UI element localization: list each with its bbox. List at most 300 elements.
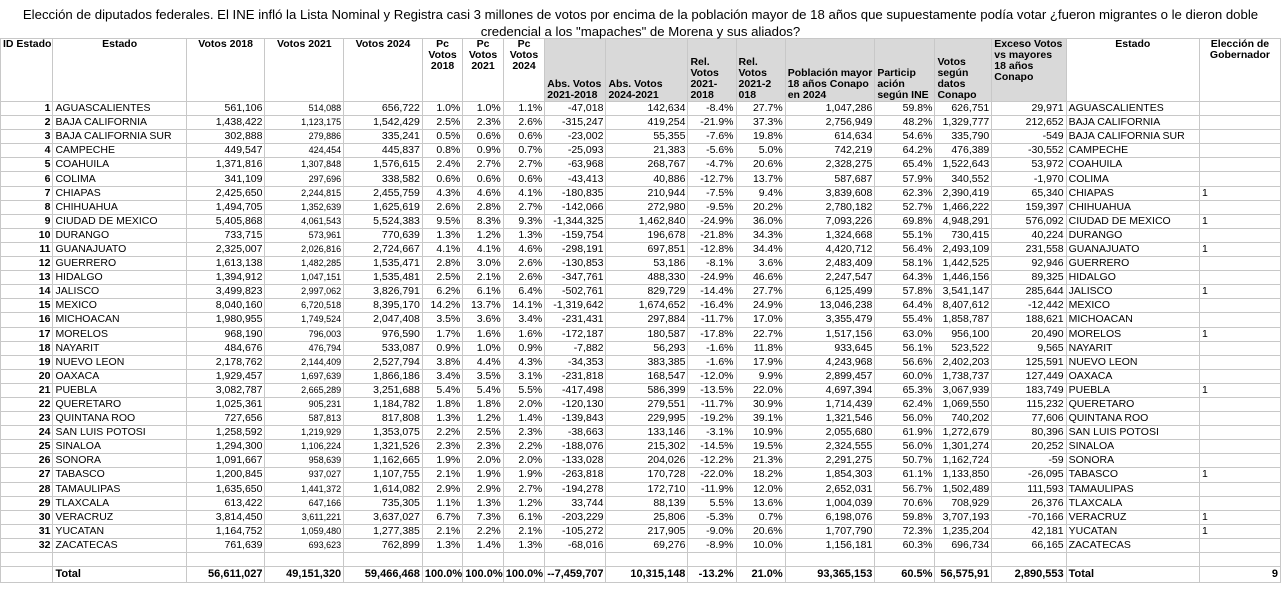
table-cell: 2,247,547	[785, 271, 875, 285]
table-cell: TLAXCALA	[1066, 496, 1199, 510]
table-cell: 1,091,667	[186, 454, 265, 468]
table-cell: 1.8%	[463, 397, 503, 411]
table-cell: 55.1%	[875, 228, 935, 242]
table-cell: 1,258,592	[186, 426, 265, 440]
table-cell: 1	[1199, 383, 1280, 397]
table-cell	[1199, 426, 1280, 440]
table-cell: 1	[1199, 214, 1280, 228]
table-cell: 13	[1, 271, 53, 285]
table-cell: QUINTANA ROO	[1066, 412, 1199, 426]
header-pc-2021: Pc Votos 2021	[463, 39, 503, 102]
table-cell: 2.5%	[422, 116, 462, 130]
table-cell: 46.6%	[736, 271, 785, 285]
table-cell: 3,814,450	[186, 510, 265, 524]
table-cell: 16	[1, 313, 53, 327]
table-cell: 70.6%	[875, 496, 935, 510]
table-cell: BAJA CALIFORNIA SUR	[53, 130, 186, 144]
table-cell: 656,722	[344, 102, 423, 116]
table-row	[1, 299, 1281, 313]
table-cell: -263,818	[545, 468, 606, 482]
table-cell: 56,611,027	[186, 567, 265, 583]
table-cell: -47,018	[545, 102, 606, 116]
table-cell: 5.4%	[422, 383, 462, 397]
table-cell: 2.6%	[422, 200, 462, 214]
table-cell	[1199, 482, 1280, 496]
table-cell: NAYARIT	[1066, 341, 1199, 355]
table-cell: 2	[1, 116, 53, 130]
table-cell: 0.6%	[503, 130, 545, 144]
table-cell	[1199, 355, 1280, 369]
table-cell: 170,728	[606, 468, 688, 482]
table-cell: 1.4%	[503, 412, 545, 426]
table-cell: 1,535,481	[344, 271, 423, 285]
empty-cell	[463, 553, 503, 567]
empty-cell	[265, 553, 344, 567]
table-cell: 1,324,668	[785, 228, 875, 242]
table-cell: 696,734	[935, 538, 992, 552]
empty-cell	[875, 553, 935, 567]
header-abs-2024-2021: Abs. Votos 2024-2021	[606, 39, 688, 102]
table-cell: 1,697,639	[265, 369, 344, 383]
table-cell: 2,328,275	[785, 158, 875, 172]
table-cell: 2,402,203	[935, 355, 992, 369]
table-cell: 1,576,615	[344, 158, 423, 172]
table-cell: -188,076	[545, 440, 606, 454]
table-cell: 761,639	[186, 538, 265, 552]
table-cell	[1199, 454, 1280, 468]
table-cell: 533,087	[344, 341, 423, 355]
table-cell: 10.9%	[736, 426, 785, 440]
table-cell: 27	[1, 468, 53, 482]
table-cell: 66,165	[992, 538, 1066, 552]
table-cell: 100.0%	[463, 567, 503, 583]
table-cell: 3,611,221	[265, 510, 344, 524]
table-cell: 17	[1, 327, 53, 341]
table-cell: 53,186	[606, 257, 688, 271]
table-cell: -1,319,642	[545, 299, 606, 313]
table-cell: 115,232	[992, 397, 1066, 411]
table-cell: 33,744	[545, 496, 606, 510]
table-row	[1, 327, 1281, 341]
table-cell: -59	[992, 454, 1066, 468]
table-cell: 50.7%	[875, 454, 935, 468]
table-cell: 1,162,724	[935, 454, 992, 468]
table-row	[1, 355, 1281, 369]
table-cell: 24	[1, 426, 53, 440]
table-cell: 2,455,759	[344, 186, 423, 200]
table-cell: Total	[1066, 567, 1199, 583]
header-estado: Estado	[53, 39, 186, 102]
table-cell: 9,565	[992, 341, 1066, 355]
table-cell: 0.7%	[503, 144, 545, 158]
table-cell: -8.4%	[688, 102, 736, 116]
table-cell: 56.0%	[875, 440, 935, 454]
table-cell: -24.9%	[688, 271, 736, 285]
table-cell: GUERRERO	[1066, 257, 1199, 271]
header-participacion: Particip ación según INE	[875, 39, 935, 102]
table-cell: 1,307,848	[265, 158, 344, 172]
table-row	[1, 144, 1281, 158]
table-cell: 62.4%	[875, 397, 935, 411]
table-cell: 4,948,291	[935, 214, 992, 228]
table-cell: 2,325,007	[186, 242, 265, 256]
table-cell	[1199, 412, 1280, 426]
table-cell	[1199, 102, 1280, 116]
table-cell: 445,837	[344, 144, 423, 158]
table-cell: 1,494,705	[186, 200, 265, 214]
table-cell: 8,407,612	[935, 299, 992, 313]
table-cell: 1,442,525	[935, 257, 992, 271]
table-cell: 1	[1199, 524, 1280, 538]
table-cell: 2.6%	[503, 257, 545, 271]
table-cell: 335,241	[344, 130, 423, 144]
empty-cell	[503, 553, 545, 567]
table-cell: 1,294,300	[186, 440, 265, 454]
table-cell: -70,166	[992, 510, 1066, 524]
table-cell	[1199, 397, 1280, 411]
table-cell: 30.9%	[736, 397, 785, 411]
table-cell: 268,767	[606, 158, 688, 172]
table-cell: 3.4%	[503, 313, 545, 327]
table-cell: 2,390,419	[935, 186, 992, 200]
table-cell: SINALOA	[1066, 440, 1199, 454]
table-cell: 2.3%	[503, 426, 545, 440]
table-cell: 36.0%	[736, 214, 785, 228]
table-cell: 133,146	[606, 426, 688, 440]
table-cell: 2,055,680	[785, 426, 875, 440]
table-cell: 22.0%	[736, 383, 785, 397]
table-cell: 20	[1, 369, 53, 383]
table-cell: 6.2%	[422, 285, 462, 299]
table-row	[1, 285, 1281, 299]
table-cell: 65.4%	[875, 158, 935, 172]
table-cell: 1.6%	[463, 327, 503, 341]
table-cell: 69,276	[606, 538, 688, 552]
table-cell: -13.5%	[688, 383, 736, 397]
table-row	[1, 383, 1281, 397]
table-cell: 484,676	[186, 341, 265, 355]
table-cell	[1199, 299, 1280, 313]
table-cell: 3,067,939	[935, 383, 992, 397]
table-cell: 1,542,429	[344, 116, 423, 130]
table-cell: 20.2%	[736, 200, 785, 214]
table-cell: 125,591	[992, 355, 1066, 369]
table-cell: MORELOS	[53, 327, 186, 341]
table-cell: 10,315,148	[606, 567, 688, 583]
table-cell: 64.3%	[875, 271, 935, 285]
table-cell: -347,761	[545, 271, 606, 285]
table-cell: 27.7%	[736, 285, 785, 299]
table-cell: 2.1%	[422, 524, 462, 538]
table-cell: 817,808	[344, 412, 423, 426]
table-row	[1, 313, 1281, 327]
empty-cell	[344, 553, 423, 567]
table-cell: 1,047,151	[265, 271, 344, 285]
table-cell: 89,325	[992, 271, 1066, 285]
table-cell: SONORA	[53, 454, 186, 468]
table-cell: 57.9%	[875, 172, 935, 186]
table-cell: 1,625,619	[344, 200, 423, 214]
table-cell: -142,066	[545, 200, 606, 214]
table-cell: 1.3%	[422, 538, 462, 552]
table-cell: 829,729	[606, 285, 688, 299]
table-row	[1, 468, 1281, 482]
table-cell: GUANAJUATO	[53, 242, 186, 256]
table-cell: 2.9%	[463, 482, 503, 496]
table-cell: 693,623	[265, 538, 344, 552]
table-cell: 56.7%	[875, 482, 935, 496]
table-cell: -298,191	[545, 242, 606, 256]
table-cell: 4	[1, 144, 53, 158]
table-cell: 15	[1, 299, 53, 313]
table-cell: VERACRUZ	[1066, 510, 1199, 524]
header-rel-2021-2018: Rel. Votos 2021-2018	[688, 39, 736, 102]
table-cell: 2,724,667	[344, 242, 423, 256]
table-cell: 0.6%	[503, 172, 545, 186]
table-cell: 1,219,929	[265, 426, 344, 440]
table-cell: 3.5%	[422, 313, 462, 327]
table-cell: JALISCO	[53, 285, 186, 299]
table-cell: 2.3%	[463, 440, 503, 454]
table-cell: 196,678	[606, 228, 688, 242]
table-cell: -24.9%	[688, 214, 736, 228]
table-cell: 727,656	[186, 412, 265, 426]
table-cell: 111,593	[992, 482, 1066, 496]
table-cell: 56,575,91	[935, 567, 992, 583]
empty-cell	[1, 553, 53, 567]
table-row	[1, 102, 1281, 116]
table-cell: 2.7%	[503, 482, 545, 496]
table-cell: NAYARIT	[53, 341, 186, 355]
table-cell: -4.7%	[688, 158, 736, 172]
table-cell: 905,231	[265, 397, 344, 411]
table-cell: CIUDAD DE MEXICO	[1066, 214, 1199, 228]
table-cell: 2.0%	[503, 454, 545, 468]
table-cell: -63,968	[545, 158, 606, 172]
table-cell: 0.5%	[422, 130, 462, 144]
table-cell: CIUDAD DE MEXICO	[53, 214, 186, 228]
empty-cell	[422, 553, 462, 567]
table-cell: 2,665,289	[265, 383, 344, 397]
table-cell	[1, 567, 53, 583]
table-cell: SAN LUIS POTOSI	[53, 426, 186, 440]
table-cell	[1199, 538, 1280, 552]
table-cell: OAXACA	[1066, 369, 1199, 383]
table-cell: 523,522	[935, 341, 992, 355]
table-cell: 383,385	[606, 355, 688, 369]
table-cell: 34.3%	[736, 228, 785, 242]
table-cell: 1,462,840	[606, 214, 688, 228]
header-abs-2021-2018: Abs. Votos 2021-2018	[545, 39, 606, 102]
table-cell: 697,851	[606, 242, 688, 256]
table-cell: -19.2%	[688, 412, 736, 426]
table-cell: SINALOA	[53, 440, 186, 454]
table-cell: 34.4%	[736, 242, 785, 256]
table-cell: 1,107,755	[344, 468, 423, 482]
table-cell: 25	[1, 440, 53, 454]
table-cell: 80,396	[992, 426, 1066, 440]
table-cell: 1.2%	[463, 228, 503, 242]
table-row	[1, 228, 1281, 242]
table-cell: 762,899	[344, 538, 423, 552]
table-row	[1, 412, 1281, 426]
table-cell: 12.0%	[736, 482, 785, 496]
table-cell: 2.8%	[422, 257, 462, 271]
table-cell: 2.0%	[503, 397, 545, 411]
table-cell: 180,587	[606, 327, 688, 341]
table-cell: 1,025,361	[186, 397, 265, 411]
table-cell: -7.5%	[688, 186, 736, 200]
table-cell: 1,059,480	[265, 524, 344, 538]
table-cell: 21	[1, 383, 53, 397]
table-cell: 6,125,499	[785, 285, 875, 299]
table-cell: 1,371,816	[186, 158, 265, 172]
table-cell: 9	[1199, 567, 1280, 583]
table-cell: 1.7%	[422, 327, 462, 341]
table-cell: 1.4%	[463, 538, 503, 552]
table-cell: 730,415	[935, 228, 992, 242]
table-cell: 13.6%	[736, 496, 785, 510]
table-cell: 4,420,712	[785, 242, 875, 256]
table-cell: 4.1%	[503, 186, 545, 200]
table-cell: 1,522,643	[935, 158, 992, 172]
table-cell: 1.8%	[422, 397, 462, 411]
table-row	[1, 369, 1281, 383]
table-cell: 4.3%	[422, 186, 462, 200]
table-cell: 1,535,471	[344, 257, 423, 271]
table-cell: 20.6%	[736, 524, 785, 538]
table-cell: 39.1%	[736, 412, 785, 426]
table-cell: 8	[1, 200, 53, 214]
table-cell: 1,069,550	[935, 397, 992, 411]
table-cell: 647,166	[265, 496, 344, 510]
table-cell: -203,229	[545, 510, 606, 524]
table-cell: 2,493,109	[935, 242, 992, 256]
table-cell: 6.4%	[503, 285, 545, 299]
table-cell: -549	[992, 130, 1066, 144]
table-cell: 1,854,303	[785, 468, 875, 482]
table-cell: 587,813	[265, 412, 344, 426]
table-cell: 72.3%	[875, 524, 935, 538]
table-cell: 6	[1, 172, 53, 186]
table-cell: 2.8%	[463, 200, 503, 214]
table-cell: 1,517,156	[785, 327, 875, 341]
table-row	[1, 496, 1281, 510]
table-cell: 613,422	[186, 496, 265, 510]
page-title: Elección de diputados federales. El INE infló la Lista Nominal y Registra casi 3 millones de votos por encima de la población mayor de 18 años que supuestamente podía votar ¿fueron migrantes o le dieron doble credencial a los "mapaches" de Morena y sus aliados?	[22, 7, 1259, 39]
table-cell: 1,635,650	[186, 482, 265, 496]
table-cell: -105,272	[545, 524, 606, 538]
table-cell: 37.3%	[736, 116, 785, 130]
table-cell: 49,151,320	[265, 567, 344, 583]
header-rel-2021-2018b: Rel. Votos 2021-2 018	[736, 39, 785, 102]
table-cell: JALISCO	[1066, 285, 1199, 299]
table-cell: -5.3%	[688, 510, 736, 524]
table-cell: 5,524,383	[344, 214, 423, 228]
table-cell: 59.8%	[875, 102, 935, 116]
table-cell: --7,459,707	[545, 567, 606, 583]
table-cell: -14.5%	[688, 440, 736, 454]
table-cell: 1,714,439	[785, 397, 875, 411]
table-row	[1, 257, 1281, 271]
empty-cell	[1066, 553, 1199, 567]
table-cell: -11.9%	[688, 482, 736, 496]
table-cell: VERACRUZ	[53, 510, 186, 524]
table-cell: 9.4%	[736, 186, 785, 200]
table-cell: 3	[1, 130, 53, 144]
table-cell: -30,552	[992, 144, 1066, 158]
table-cell: -12,442	[992, 299, 1066, 313]
table-cell: 2,047,408	[344, 313, 423, 327]
table-cell: 168,547	[606, 369, 688, 383]
table-cell: -34,353	[545, 355, 606, 369]
table-cell: 14.2%	[422, 299, 462, 313]
table-cell: 0.8%	[422, 144, 462, 158]
header-estado-2: Estado	[1066, 39, 1199, 102]
table-cell: 2,483,409	[785, 257, 875, 271]
table-cell: 1.6%	[503, 327, 545, 341]
table-cell: 2,652,031	[785, 482, 875, 496]
table-row	[1, 271, 1281, 285]
table-cell: 93,365,153	[785, 567, 875, 583]
table-cell: 1,446,156	[935, 271, 992, 285]
table-cell: -21.8%	[688, 228, 736, 242]
table-cell: 3.0%	[463, 257, 503, 271]
table-cell: 57.8%	[875, 285, 935, 299]
table-cell: 48.2%	[875, 116, 935, 130]
table-cell: 20.6%	[736, 158, 785, 172]
table-cell: 11.8%	[736, 341, 785, 355]
table-cell: 3,499,823	[186, 285, 265, 299]
table-cell: -25,093	[545, 144, 606, 158]
table-cell: -1,344,325	[545, 214, 606, 228]
table-cell: 1,749,524	[265, 313, 344, 327]
header-exceso: Exceso Votos vs mayores 18 años Conapo	[992, 39, 1066, 102]
table-cell: 2,756,949	[785, 116, 875, 130]
table-cell: 159,397	[992, 200, 1066, 214]
table-cell: 1,184,782	[344, 397, 423, 411]
table-cell: 55,355	[606, 130, 688, 144]
table-cell: 2.6%	[503, 271, 545, 285]
table-cell: 1,980,955	[186, 313, 265, 327]
table-body	[1, 102, 1281, 583]
table-cell	[1199, 130, 1280, 144]
table-cell: 302,888	[186, 130, 265, 144]
table-cell: 217,905	[606, 524, 688, 538]
table-cell: 1,200,845	[186, 468, 265, 482]
empty-cell	[186, 553, 265, 567]
table-cell: -22.0%	[688, 468, 736, 482]
table-cell: -180,835	[545, 186, 606, 200]
table-cell: YUCATAN	[53, 524, 186, 538]
header-gobernador: Elección de Gobernador	[1199, 39, 1280, 102]
table-cell	[1199, 496, 1280, 510]
table-cell	[1199, 144, 1280, 158]
table-cell: 3.6%	[463, 313, 503, 327]
table-cell: 1.2%	[503, 496, 545, 510]
table-cell: 1,441,372	[265, 482, 344, 496]
table-cell: 2.4%	[422, 158, 462, 172]
table-cell: 2.7%	[463, 158, 503, 172]
table-cell: 335,790	[935, 130, 992, 144]
table-cell: 60.5%	[875, 567, 935, 583]
table-cell: 2,291,275	[785, 454, 875, 468]
table-cell: SAN LUIS POTOSI	[1066, 426, 1199, 440]
table-cell: 2.6%	[503, 116, 545, 130]
table-cell: -417,498	[545, 383, 606, 397]
table-cell: 279,886	[265, 130, 344, 144]
table-cell: 937,027	[265, 468, 344, 482]
